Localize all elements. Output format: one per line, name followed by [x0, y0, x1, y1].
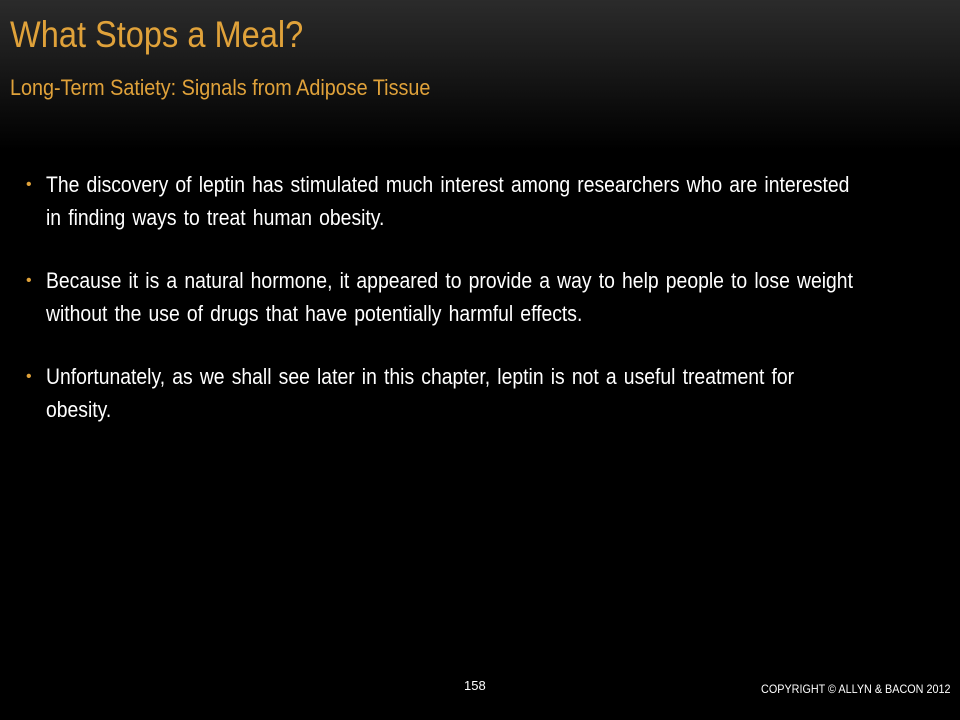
bullet-text: Unfortunately, as we shall see later in this chapter, leptin is not a useful treatment for obesity. [46, 364, 795, 422]
bullet-item [26, 264, 926, 330]
bullet-list [26, 168, 926, 456]
bullet-icon: • [26, 368, 32, 385]
bullet-text: Because it is a natural hormone, it appeared to provide a way to help people to lose weight without the use of drugs that have potentially harmful effects. [46, 268, 853, 326]
bullet-icon: • [26, 176, 32, 193]
bullet-item [26, 168, 926, 234]
bullet-text: The discovery of leptin has stimulated much interest among researchers who are interested in finding ways to treat human obesity. [46, 172, 850, 230]
slide-title: What Stops a Meal? [10, 14, 304, 55]
copyright-notice: COPYRIGHT © ALLYN & BACON 2012 [760, 682, 950, 696]
slide-subtitle: Long-Term Satiety: Signals from Adipose Tissue [10, 75, 431, 100]
page-number: 158 [464, 678, 486, 693]
bullet-icon: • [26, 272, 32, 289]
bullet-item [26, 360, 926, 426]
